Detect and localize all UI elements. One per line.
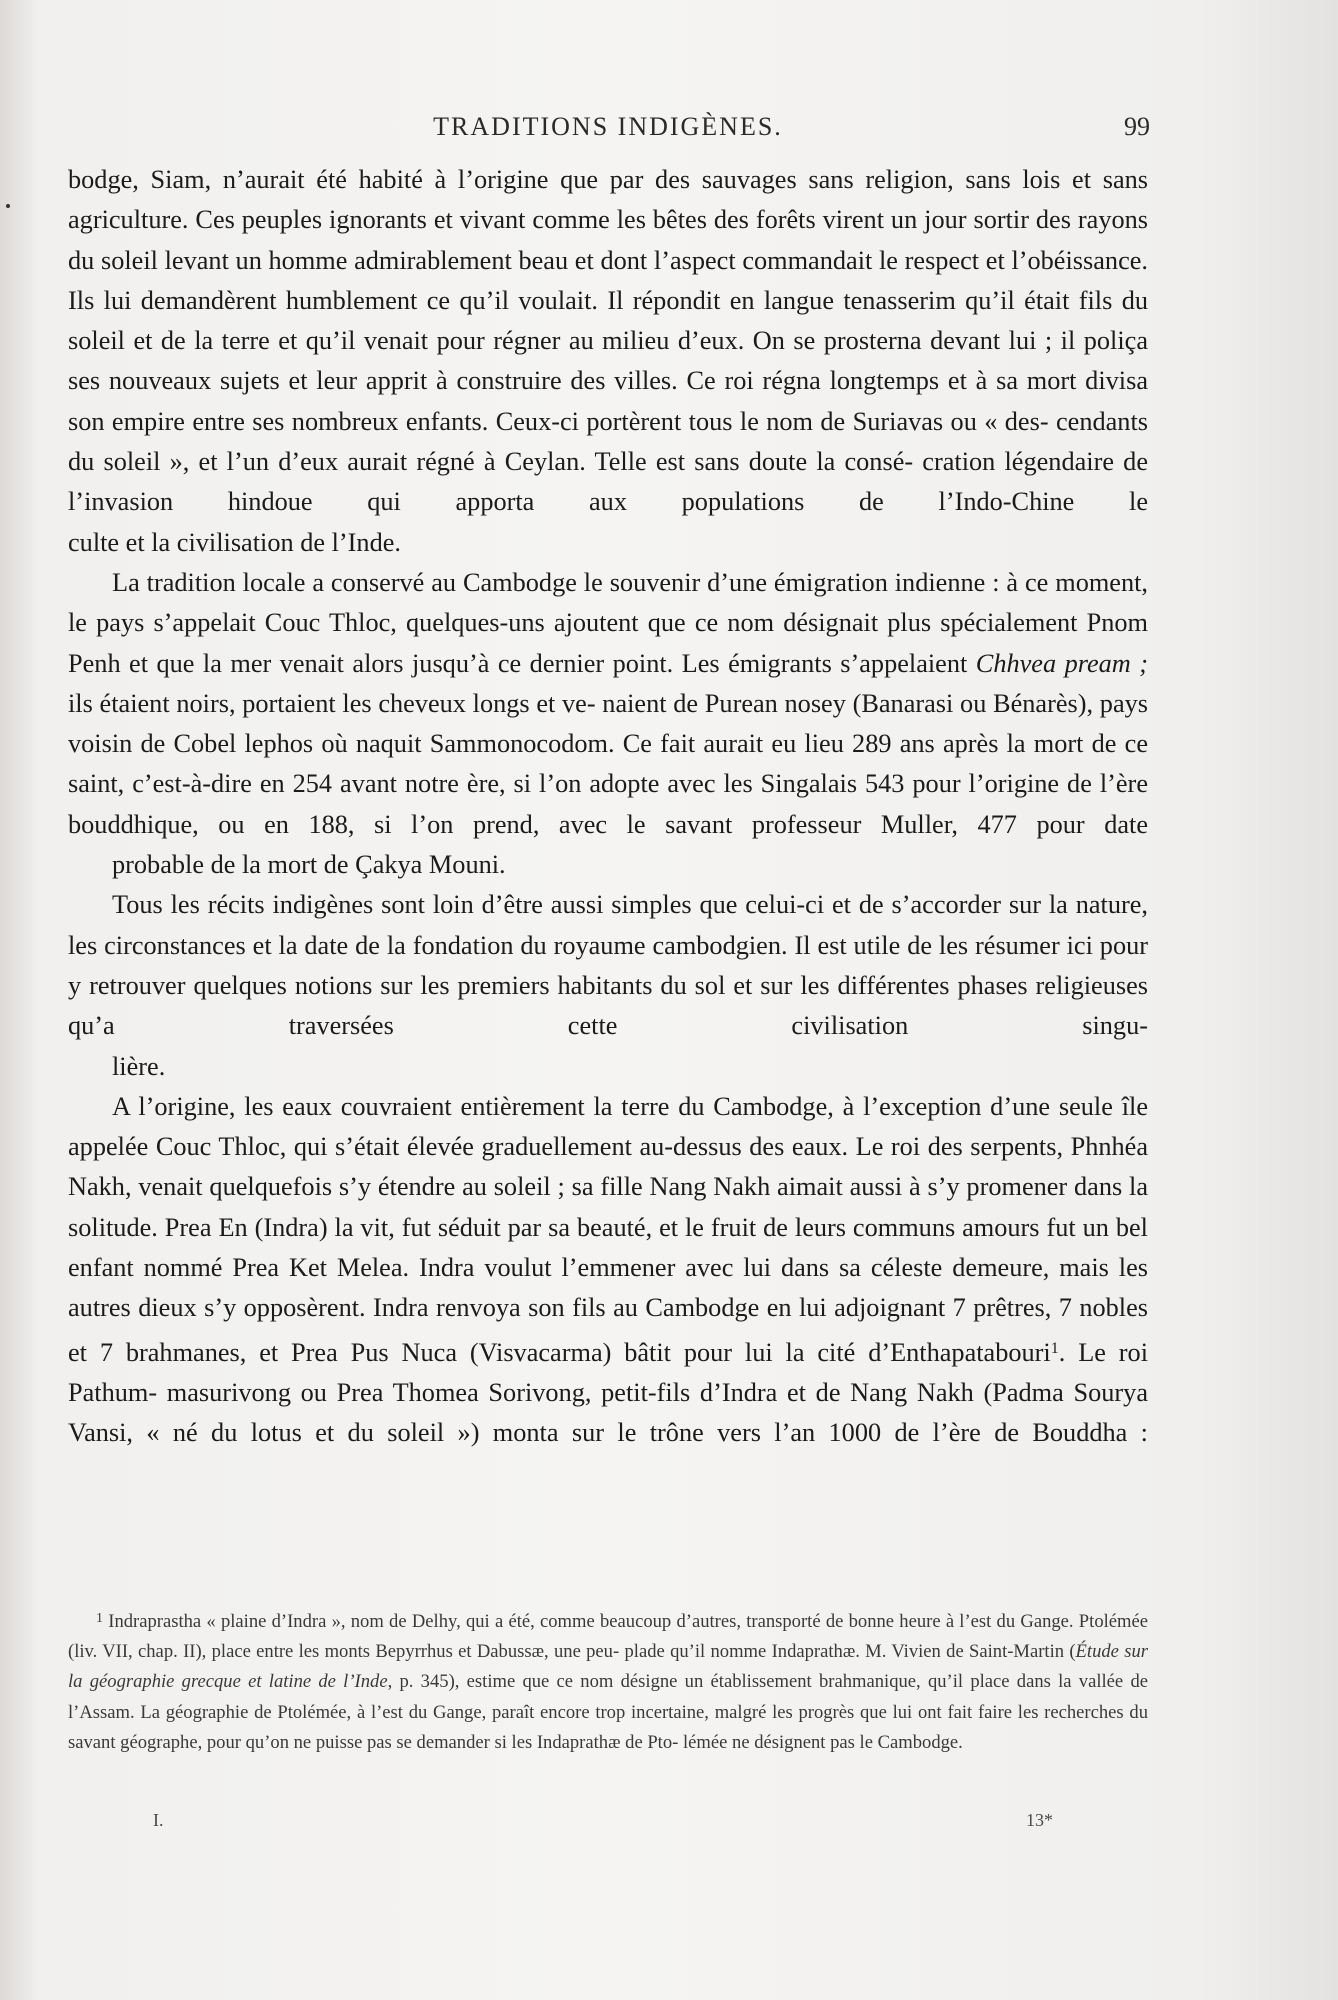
paragraph-4-text-b: . Le roi Pathum- masurivong ou Prea Thomea Sorivong, petit-fils d’Indra et de Nang Nakh (Padma Sourya Vansi, « né du lotus et du soleil ») monta sur le trône vers l’an 1000 de l’ère de Bouddha : (68, 1337, 1149, 1448)
stray-ink-dot (6, 204, 10, 208)
paragraph-2-text-a: La tradition locale a conservé au Cambodge le souvenir d’une émigration indienne : à ce moment, le pays s’appelait Couc Thloc, quelques-uns ajoutent que ce nom désignait plus spécialement Pnom Penh et que la mer venait alors jusqu’à ce dernier point. Les émigrants s’appelaient (68, 567, 1148, 678)
signature-volume: I. (153, 1810, 164, 1830)
footnote-text-a: Indraprastha « plaine d’Indra », nom de Delhy, qui a été, comme beaucoup d’autres, transporté de bonne heure à l’est du Gange. Ptolémée (liv. VII, chap. II), place entre les monts Bepyrrhus et Dabussæ, une peu- plade qu’il nomme Indaprathæ. M. Vivien de Saint-Martin ( (68, 1611, 1148, 1663)
paragraph-2-text-b: ils étaient noirs, portaient les cheveux longs et ve- naient de Purean nosey (Banarasi ou Bénarès), pays voisin de Cobel lephos où naquit Sammonocodom. Ce fait aurait eu lieu 289 ans après la mort de ce saint, c’est-à-dire en 254 avant notre ère, si l’on adopte avec les Singalais 543 pour l’origine de l’ère bouddhique, ou en 188, si l’on prend, avec le savant professeur Muller, 477 pour date (68, 688, 1148, 839)
paragraph-3-text: Tous les récits indigènes sont loin d’être aussi simples que celui-ci et de s’accorder sur la nature, les circonstances et la date de la fondation du royaume cambodgien. Il est utile de les résumer ici pour y retrouver quelques notions sur les premiers habitants du sol et sur les différentes phases religieuses qu’a traversées cette civilisation singu- (68, 890, 1148, 1041)
paragraph-2-italic-term: Chhvea pream ; (975, 648, 1149, 678)
footnote-text-b: , p. 345), estime que ce nom désigne un établissement brahmanique, qu’il place dans la vallée de l’Assam. La géographie de Ptolémée, à l’est du Gange, paraît encore trop incertaine, malgré les progrès que lui ont fait faire les recherches du savant géographe, pour qu’on ne puisse pas se demander si les Indaprathæ de Pto- lémée ne désignent pas le Cambodge. (68, 1671, 1148, 1753)
body-text (68, 160, 1148, 1454)
printer-signatures (150, 1810, 1053, 1840)
footnote-mark: 1 (96, 1611, 103, 1626)
paragraph-3-last-line: lière. (112, 1051, 166, 1081)
paragraph-2-last-line: probable de la mort de Çakya Mouni. (112, 850, 506, 880)
running-title: TRADITIONS INDIGÈNES. (433, 112, 783, 141)
paragraph-2 (68, 563, 1148, 885)
page-number: 99 (1124, 112, 1150, 141)
paragraph-1-text: bodge, Siam, n’aurait été habité à l’origine que par des sauvages sans religion, sans lois et sans agriculture. Ces peuples ignorants et vivant comme les bêtes des forêts virent un jour sortir des rayons du soleil levant un homme admirablement beau et dont l’aspect commandait le respect et l’obéissance. Ils lui demandèrent humblement ce qu’il voulait. Il répondit en langue tenasserim qu’il était fils du soleil et de la terre et qu’il venait pour régner au milieu d’eux. On se prosterna devant lui ; il poliça ses nouveaux sujets et leur apprit à construire des villes. Ce roi régna longtemps et à sa mort divisa son empire entre ses nombreux enfants. Ceux-ci portèrent tous le nom de Suriavas ou « des- cendants du soleil », et l’un d’eux aurait régné à Ceylan. Telle est sans doute la consé- cration légendaire de l’invasion hindoue qui apporta aux populations de l’Indo-Chine le (68, 165, 1148, 517)
signature-sheet: 13* (1026, 1810, 1053, 1830)
paragraph-3 (68, 885, 1148, 1086)
paragraph-1-last-line: culte et la civilisation de l’Inde. (68, 527, 401, 557)
footnote-reference[interactable]: 1 (1050, 1339, 1059, 1357)
paragraph-4-text-a: A l’origine, les eaux couvraient entièrement la terre du Cambodge, à l’exception d’une seule île appelée Couc Thloc, qui s’était élevée graduellement au-dessus des eaux. Le roi des serpents, Phnhéa Nakh, venait quelquefois s’y étendre au soleil ; sa fille Nang Nakh aimait aussi à s’y promener dans la solitude. Prea En (Indra) la vit, fut séduit par sa beauté, et le fruit de leurs communs amours fut un bel enfant nommé Prea Ket Melea. Indra voulut l’emmener avec lui dans sa céleste demeure, mais les autres dieux s’y opposèrent. Indra renvoya son fils au Cambodge en lui adjoignant 7 prêtres, 7 nobles et 7 brahmanes, et Prea Pus Nuca (Visvacarma) bâtit pour lui la cité d’Enthapatabouri (68, 1091, 1148, 1367)
running-header (68, 112, 1148, 152)
footnotes (68, 1604, 1148, 1758)
paragraph-4 (68, 1087, 1148, 1454)
footnote-italic-title: Étude sur la géographie grecque et latine de l’Inde (68, 1641, 1148, 1693)
footnote-1 (68, 1604, 1148, 1758)
paragraph-1 (68, 160, 1148, 563)
